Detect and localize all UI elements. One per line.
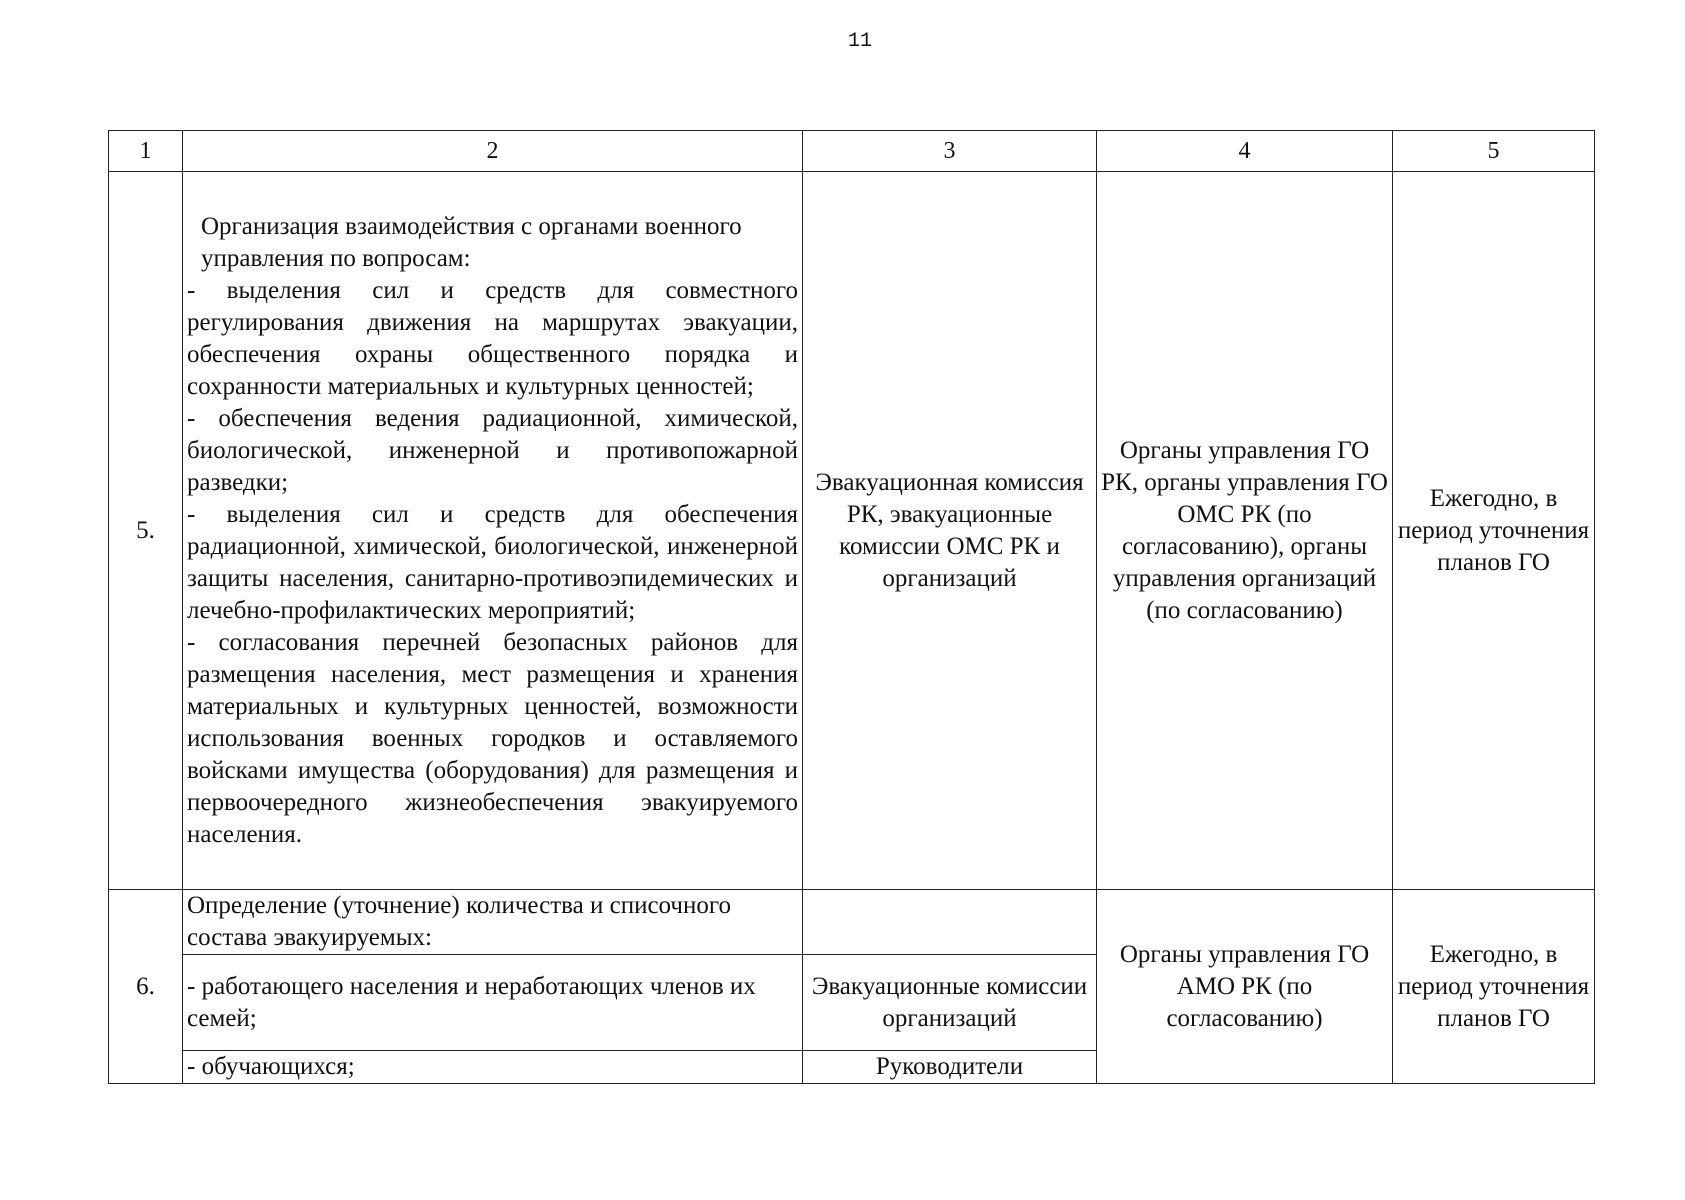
row-item: - обеспечения ведения радиационной, химической, биологической, инженерной и противопожарной разведки; [187, 404, 798, 496]
row-co-executors: Органы управления ГО РК, органы управления ГО ОМС РК (по согласованию), органы управления организаций (по согласованию) [1097, 172, 1393, 890]
table-row-5 [109, 172, 1595, 890]
header-col-5: 5 [1393, 131, 1595, 172]
row-number: 5. [109, 172, 183, 890]
row-item: - работающего населения и неработающих членов их семей; [183, 955, 803, 1051]
row-deadline: Ежегодно, в период уточнения планов ГО [1393, 172, 1595, 890]
row-item: - выделения сил и средств для совместного регулирования движения на маршрутах эвакуации, обеспечения охраны общественного порядка и сохранности материальных и культурных ценностей; [187, 276, 798, 400]
header-col-4: 4 [1097, 131, 1393, 172]
row-item: - обучающихся; [183, 1051, 803, 1084]
table-header-row [109, 131, 1595, 172]
row-intro: Определение (уточнение) количества и списочного состава эвакуируемых: [183, 890, 803, 955]
row-item: - выделения сил и средств для обеспечения радиационной, химической, биологической, инженерной защиты населения, санитарно-противоэпидемических и лечебно-профилактических мероприятий; [187, 500, 798, 624]
page-number: 11 [847, 30, 872, 53]
row-number: 6. [109, 890, 183, 1084]
header-col-2: 2 [183, 131, 803, 172]
row-deadline: Ежегодно, в период уточнения планов ГО [1393, 890, 1595, 1084]
header-col-1: 1 [109, 131, 183, 172]
header-col-3: 3 [803, 131, 1097, 172]
table-row-6-intro [109, 890, 1595, 955]
plan-table [108, 130, 1595, 1084]
row-intro: Организация взаимодействия с органами военного управления по вопросам: [201, 212, 742, 272]
row-executor: Руководители [803, 1051, 1097, 1084]
row-item: - согласования перечней безопасных районов для размещения населения, мест размещения и хранения материальных и культурных ценностей, возможности использования военных городков и оставляемого войсками имущества (оборудования) для размещения и первоочередного жизнеобеспечения эвакуируемого населения. [187, 628, 798, 848]
empty-cell [803, 890, 1097, 955]
row-executor: Эвакуационная комиссия РК, эвакуационные комиссии ОМС РК и организаций [803, 172, 1097, 890]
row-executor: Эвакуационные комиссии организаций [803, 955, 1097, 1051]
row-co-executors: Органы управления ГО АМО РК (по согласованию) [1097, 890, 1393, 1084]
row-description [183, 172, 803, 890]
